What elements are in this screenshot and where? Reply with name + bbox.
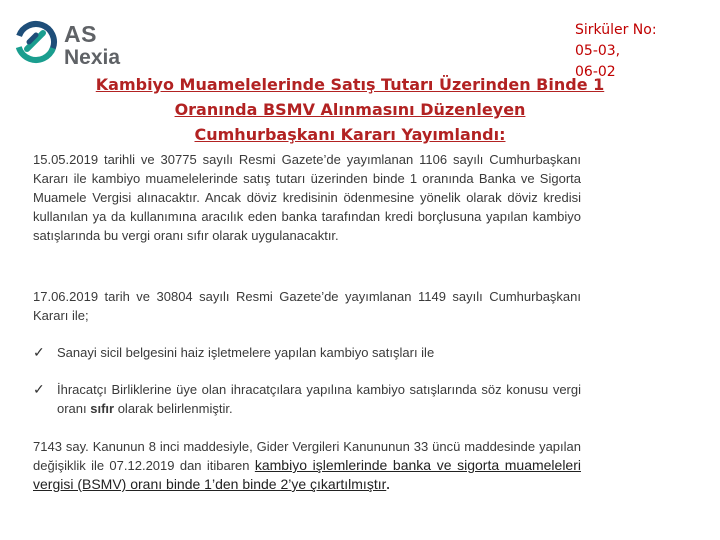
bullet-text: Sanayi sicil belgesini haiz işletmelere yapılan kambiyo satışları ile — [57, 345, 435, 360]
paragraph-3 — [33, 437, 581, 494]
bullet-item-2 — [33, 380, 581, 418]
bullet-item-1 — [33, 343, 581, 362]
check-icon: ✓ — [33, 381, 45, 397]
circular-label: Sirküler No: — [575, 22, 657, 38]
circular-number-line2: 06-02 — [575, 64, 616, 80]
paragraph-3-underlined: kambiyo işlemlerinde banka ve sigorta muameleleri vergisi (BSMV) oranı binde 1’den binde 2’ye çıkartılmıştır — [33, 457, 581, 492]
title-line-3: Cumhurbaşkanı Kararı Yayımlandı: — [194, 125, 506, 144]
paragraph-1: 15.05.2019 tarihli ve 30775 sayılı Resmi Gazete’de yayımlanan 1106 sayılı Cumhurbaşkanı Kararı ile kambiyo muamelelerinde satış tutarı üzerinden binde 1 oranında Banka ve Sigorta Muamele Vergisi alınacaktır. Ancak döviz kredisinin ödenmesine yönelik olarak döviz kredisi kullanılan ya da kullanımına aracılık eden banka tarafından kredi borçlusuna yapılan kambiyo satışlarında bu vergi oranı sıfır olarak uygulanacaktır. — [33, 152, 581, 243]
bullet-text-before: İhracatçı Birliklerine üye olan ihracatçılara yapılına kambiyo satışlarında söz konusu vergi oranı — [57, 382, 581, 416]
logo-text-as: AS — [64, 21, 97, 47]
bullet-text-emphasis: sıfır — [90, 401, 115, 416]
bullet-text — [57, 380, 581, 418]
paragraph-3-text: 7143 say. Kanunun 8 inci maddesiyle, Gider Vergileri Kanununun 33 üncü maddesinde yapılan değişiklik ile 07.12.2019 dan itibaren — [33, 439, 581, 473]
bullet-text-after: olarak belirlenmiştir. — [114, 401, 233, 416]
title-line-2: Oranında BSMV Alınmasını Düzenleyen — [174, 100, 526, 119]
paragraph-3-end: . — [386, 477, 390, 492]
paragraph-2: 17.06.2019 tarih ve 30804 sayılı Resmi Gazete’de yayımlanan 1149 sayılı Cumhurbaşkanı Kararı ile; — [33, 289, 581, 323]
logo-text-nexia: Nexia — [64, 46, 121, 69]
page-title — [40, 72, 660, 147]
check-icon: ✓ — [33, 344, 45, 360]
as-nexia-logo — [14, 20, 134, 70]
title-line-1: Kambiyo Muamelelerinde Satış Tutarı Üzerinden Binde 1 — [95, 75, 605, 94]
nexia-logo-icon — [14, 20, 58, 64]
circular-number-line1: 05-03, — [575, 43, 621, 59]
